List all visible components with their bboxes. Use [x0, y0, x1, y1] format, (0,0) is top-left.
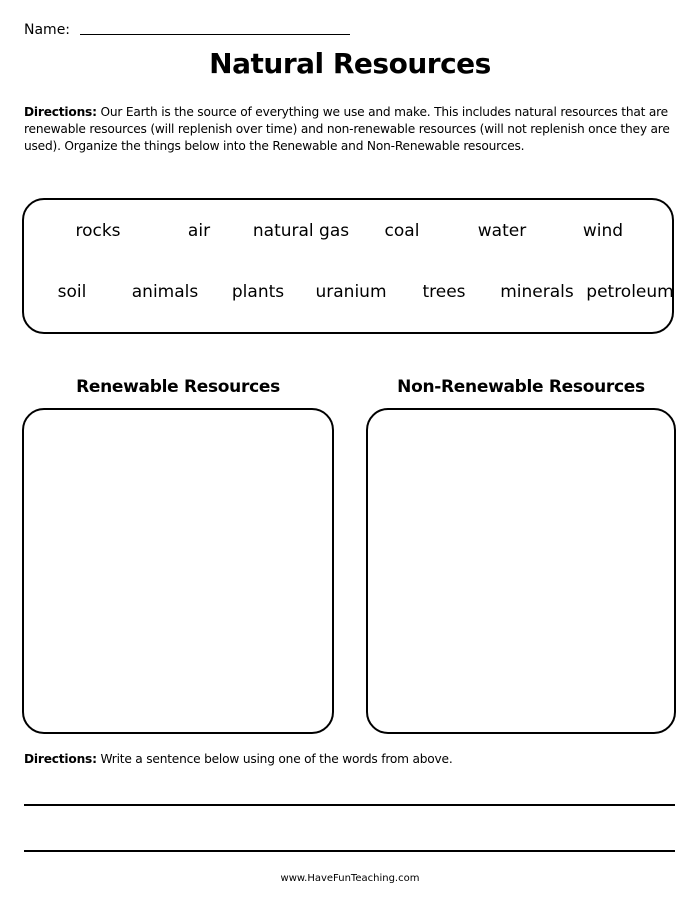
word-bank-item: uranium: [315, 282, 387, 302]
word-bank-item: rocks: [75, 221, 121, 241]
nonrenewable-heading: Non-Renewable Resources: [397, 377, 645, 397]
sentence-write-line-1[interactable]: [24, 804, 675, 806]
word-bank-item: plants: [231, 282, 285, 302]
sentence-write-line-2[interactable]: [24, 850, 675, 852]
word-bank-item: animals: [131, 282, 199, 302]
word-bank-item: coal: [384, 221, 420, 241]
page-title: Natural Resources: [209, 47, 491, 80]
renewable-heading: Renewable Resources: [76, 377, 280, 397]
name-label: Name:: [24, 22, 71, 38]
directions-label: Directions:: [24, 105, 97, 119]
word-bank-box: [22, 198, 674, 334]
directions-paragraph: [24, 104, 674, 155]
name-row: [24, 20, 70, 38]
directions-text: Our Earth is the source of everything we use and make. This includes natural resources that are renewable resources (will replenish over time) and non-renewable resources (will not replenish once they are used). Organize the things below into the Renewable and Non-Renewable resources.: [24, 105, 670, 153]
sentence-directions: [24, 751, 453, 768]
word-bank-item: wind: [582, 221, 624, 241]
word-bank-item: soil: [57, 282, 87, 302]
directions2-label: Directions:: [24, 752, 97, 766]
nonrenewable-answer-box[interactable]: [366, 408, 676, 734]
word-bank-item: natural gas: [252, 221, 350, 241]
word-bank-item: trees: [422, 282, 466, 302]
word-bank-item: water: [477, 221, 527, 241]
renewable-answer-box[interactable]: [22, 408, 334, 734]
directions2-text: Write a sentence below using one of the words from above.: [96, 752, 453, 766]
word-bank-item: minerals: [500, 282, 574, 302]
word-bank-item: air: [187, 221, 211, 241]
word-bank-item: petroleum: [586, 282, 674, 302]
name-write-line[interactable]: [80, 34, 350, 35]
footer-url: www.HaveFunTeaching.com: [280, 873, 420, 884]
